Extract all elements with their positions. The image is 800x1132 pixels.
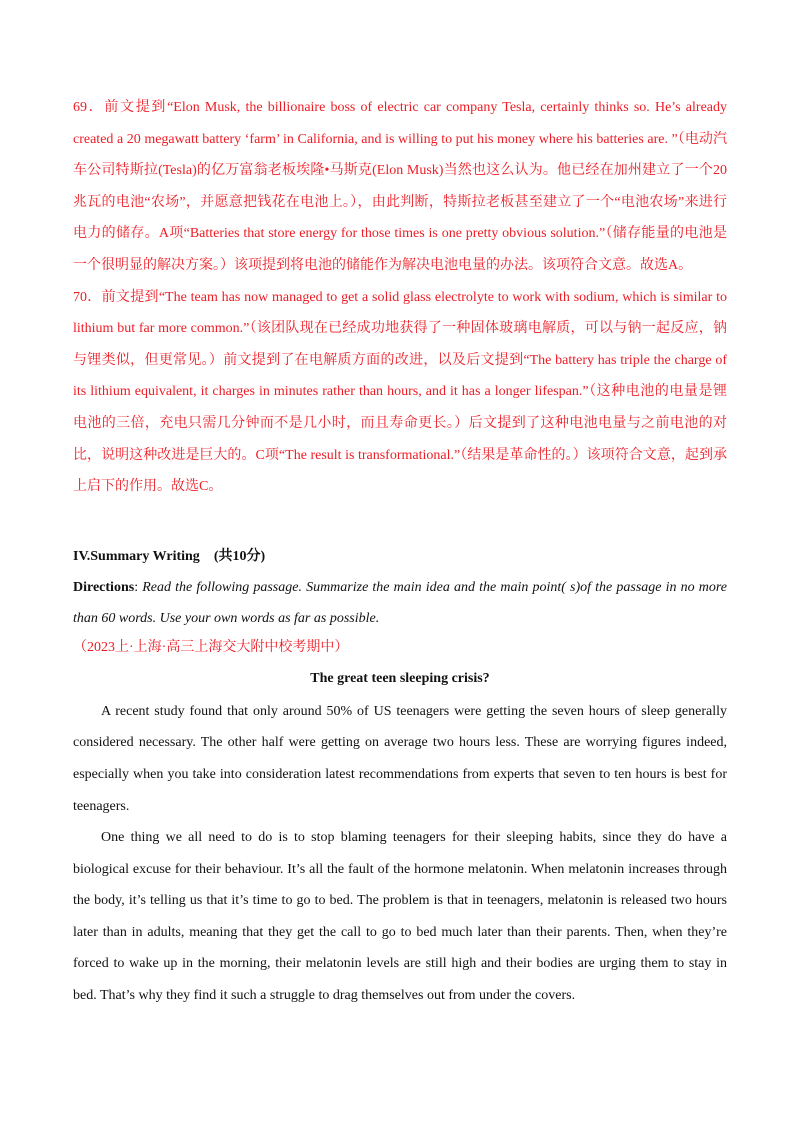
answer-70: 70．前文提到“The team has now managed to get a solid glass electrolyte to work with sodium, which is similar to lithium but far more common.”（该团队现在已经成功地获得了一种固体玻璃电解质，可以与钠一起反应，钠与锂类似，但更常见。）前文提到了在电解质方面的改进，以及后文提到“The battery has triple the charge of its lithium equivalent, it charges in minutes rather than hours, and it has a longer lifespan.”（这种电池的电量是锂电池的三倍，充电只需几分钟而不是几小时，而且寿命更长。）后文提到了这种电池电量与之前电池的对比，说明这种改进是巨大的。C项“The result is transformational.”（结果是革命性的。）该项符合文意，起到承上启下的作用。故选C。 — [73, 289, 727, 495]
passage-paragraph-1: A recent study found that only around 50% of US teenagers were getting the seven hours of sleep generally considered necessary. The other half were getting on average two hours less. These are worrying figures indeed, especially when you take into consideration latest recommendations from experts that seven to ten hours is best for teenagers. — [73, 703, 727, 814]
answer-69: 69．前文提到“Elon Musk, the billionaire boss of electric car company Tesla, certainly thinks so. He’s already created a 20 megawatt battery ‘farm’ in California, and is willing to put his money where his batteries are. ”（电动汽车公司特斯拉(Tesla)的亿万富翁老板埃隆•马斯克(Elon Musk)当然也这么认为。他已经在加州建立了一个20兆瓦的电池“农场”，并愿意把钱花在电池上。），由此判断，特斯拉老板甚至建立了一个“电池农场”来进行电力的储存。A项“Batteries that store energy for those times is one pretty obvious solution.”（储存能量的电池是一个很明显的解决方案。）该项提到将电池的储能作为解决电池电量的办法。该项符合文意。故选A。 — [73, 100, 727, 273]
source-note: （2023上·上海·高三上海交大附中校考期中） — [73, 639, 349, 655]
section-heading — [73, 541, 727, 572]
directions — [73, 572, 727, 634]
directions-separator: : — [134, 579, 143, 595]
passage-paragraph-2: One thing we all need to do is to stop blaming teenagers for their sleeping habits, since they do have a biological excuse for their behaviour. It’s all the fault of the hormone melatonin. When melatonin increases through the body, it’s telling us that it’s time to go to bed. The problem is that in teenagers, melatonin is released two hours later than in adults, meaning that they get the call to go to bed much later than their parents. Then, when they’re forced to wake up in the morning, their melatonin levels are still high and their bodies are urging them to stay in bed. That’s why they find it such a struggle to drag themselves out from under the covers. — [73, 830, 727, 1004]
passage-title: The great teen sleeping crisis? — [310, 670, 490, 686]
section-title: IV.Summary Writing — [73, 548, 200, 564]
directions-label: Directions — [73, 579, 135, 595]
directions-text: Read the following passage. Summarize the main idea and the main point( s)of the passage in no more than 60 words. Use your own words as far as possible. — [73, 579, 727, 626]
section-points: (共10分) — [213, 548, 266, 564]
